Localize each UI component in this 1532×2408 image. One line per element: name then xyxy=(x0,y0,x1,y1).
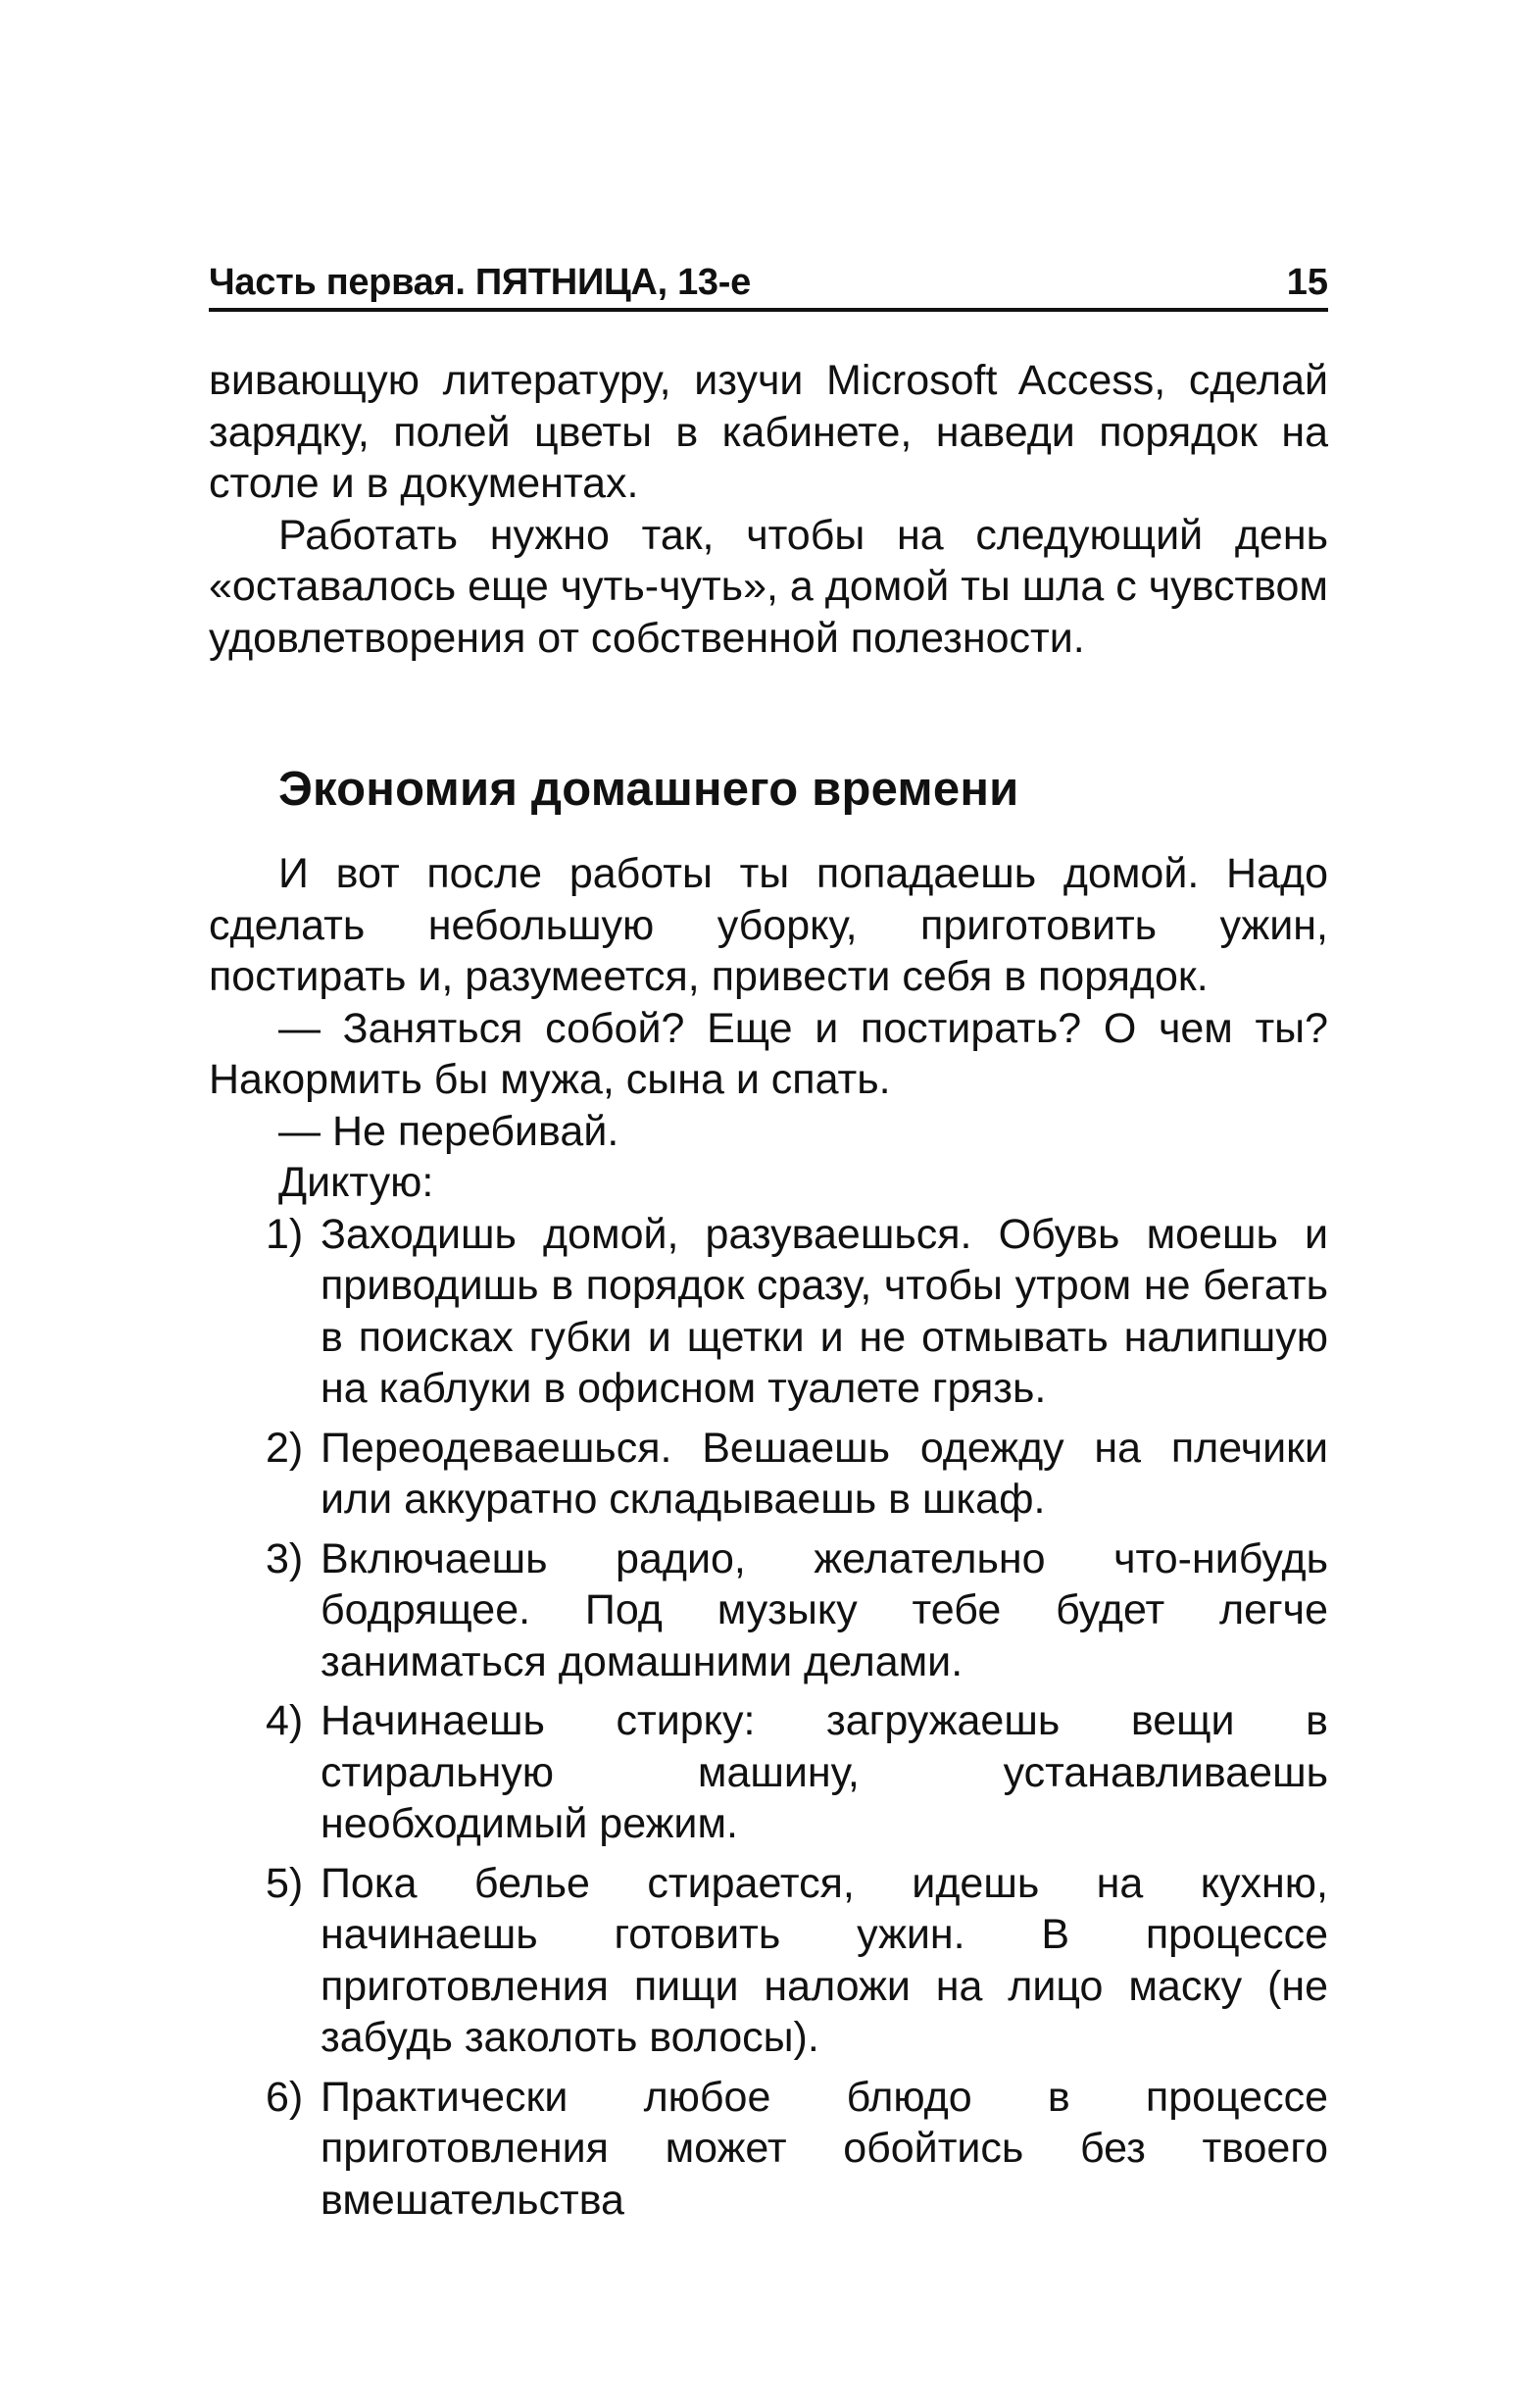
intro-paragraph-continued: вивающую литературу, изучи Microsoft Access, сделай зарядку, полей цветы в кабинете, наведи порядок на столе и в документах. xyxy=(209,357,1328,507)
dialog-line-2: — Не перебивай. xyxy=(278,1107,619,1155)
list-item xyxy=(209,1423,1328,1526)
body-text xyxy=(209,355,1328,2233)
intro-paragraph: Работать нужно так, чтобы на следующий день «оставалось еще чуть-чуть», а домой ты шла с чувством удовлетворения от собственной полезности. xyxy=(209,511,1328,662)
section-paragraph: И вот после работы ты попадаешь домой. Надо сделать небольшую уборку, приготовить ужин, постирать и, разумеется, привести себя в порядок. xyxy=(209,850,1328,1000)
list-item-number: 1) xyxy=(266,1210,304,1258)
list-item-number: 2) xyxy=(266,1424,304,1472)
list-item-text: Пока белье стирается, идешь на кухню, начинаешь готовить ужин. В процессе приготовления пищи наложи на лицо маску (не забудь заколоть волосы). xyxy=(321,1859,1328,2061)
list-item-text: Начинаешь стирку: загружаешь вещи в стиральную машину, устанавливаешь необходимый режим. xyxy=(321,1697,1328,1847)
list-item xyxy=(209,2072,1328,2227)
list-item-number: 3) xyxy=(266,1534,304,1582)
list-item-number: 4) xyxy=(266,1697,304,1744)
list-item xyxy=(209,1858,1328,2064)
running-head-title: Часть первая. ПЯТНИЦА, 13-е xyxy=(209,262,751,303)
steps-list xyxy=(209,1209,1328,2227)
list-item-text: Переодеваешься. Вешаешь одежду на плечики или аккуратно складываешь в шкаф. xyxy=(321,1424,1328,1523)
running-head xyxy=(209,257,1328,312)
list-item xyxy=(209,1533,1328,1688)
list-item xyxy=(209,1209,1328,1415)
page-number: 15 xyxy=(1286,262,1328,303)
list-item-number: 6) xyxy=(266,2073,304,2121)
list-item-text: Включаешь радио, желательно что-нибудь бодрящее. Под музыку тебе будет легче заниматься домашними делами. xyxy=(321,1534,1328,1685)
dialog-line-1: — Заняться собой? Еще и постирать? О чем ты? Накормить бы мужа, сына и спать. xyxy=(209,1004,1328,1103)
section-heading: Экономия домашнего времени xyxy=(278,763,1019,816)
list-item-number: 5) xyxy=(266,1859,304,1907)
list-item-text: Практически любое блюдо в процессе приготовления может обойтись без твоего вмешательства xyxy=(321,2073,1328,2224)
dictate-label: Диктую: xyxy=(278,1159,434,1206)
list-item xyxy=(209,1695,1328,1850)
list-item-text: Заходишь домой, разуваешься. Обувь моешь и приводишь в порядок сразу, чтобы утром не бегать в поисках губки и щетки и не отмывать налипшую на каблуки в офисном туалете грязь. xyxy=(321,1210,1328,1412)
